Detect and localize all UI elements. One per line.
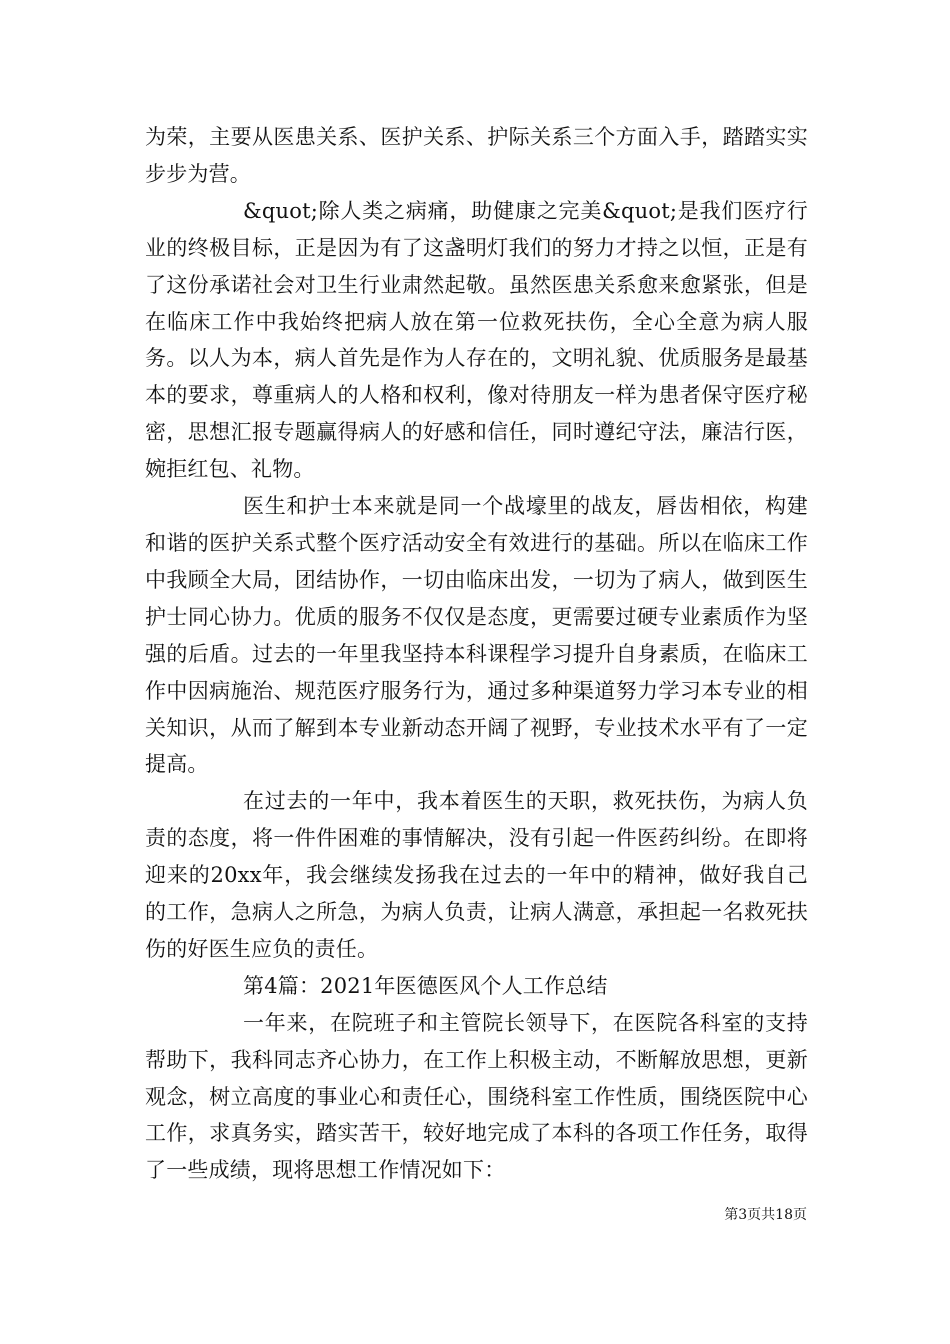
paragraph-doctor-nurse: 医生和护士本来就是同一个战壕里的战友，唇齿相依，构建和谐的医护关系式整个医疗活动安全有效进行的基础。所以在临床工作中我顾全大局，团结协作，一切由临床出发，一切为了病人，做到医生护士同心协力。优质的服务不仅仅是态度，更需要过硬专业素质作为坚强的后盾。过去的一年里我坚持本科课程学习提升自身素质，在临床工作中因病施治、规范医疗服务行为，通过多种渠道努力学习本专业的相关知识，从而了解到本专业新动态开阔了视野，专业技术水平有了一定提高。 <box>145 494 808 777</box>
paragraph-past-year: 在过去的一年中，我本着医生的天职，救死扶伤，为病人负责的态度，将一件件困难的事情解决，没有引起一件医药纠纷。在即将迎来的20xx年，我会继续发扬我在过去的一年中的精神，做好我自己的工作，急病人之所急，为病人负责，让病人满意，承担起一名救死扶伤的好医生应负的责任。 <box>145 789 808 961</box>
page-number-footer: 第3页共18页 <box>724 1207 807 1223</box>
paragraph-summary-intro: 一年来，在院班子和主管院长领导下，在医院各科室的支持帮助下，我科同志齐心协力，在工作上积极主动，不断解放思想，更新观念，树立高度的事业心和责任心，围绕科室工作性质，围绕医院中心工作，求真务实，踏实苦干，较好地完成了本科的各项工作任务，取得了一些成绩，现将思想工作情况如下： <box>145 1010 808 1183</box>
section-heading: 第4篇：2021年医德医风个人工作总结 <box>243 973 608 998</box>
paragraph-mission: &quot;除人类之病痛，助健康之完美&quot;是我们医疗行业的终极目标，正是因为有了这盏明灯我们的努力才持之以恒，正是有了这份承诺社会对卫生行业肃然起敬。虽然医患关系愈来愈紧张，但是在临床工作中我始终把病人放在第一位救死扶伤，全心全意为病人服务。以人为本，病人首先是作为人存在的，文明礼貌、优质服务是最基本的要求，尊重病人的人格和权利，像对待朋友一样为患者保守医疗秘密，思想汇报专题赢得病人的好感和信任，同时遵纪守法，廉洁行医，婉拒红包、礼物。 <box>145 198 808 482</box>
document-body <box>145 119 808 1189</box>
paragraph-continuation: 为荣，主要从医患关系、医护关系、护际关系三个方面入手，踏踏实实步步为营。 <box>145 125 808 186</box>
